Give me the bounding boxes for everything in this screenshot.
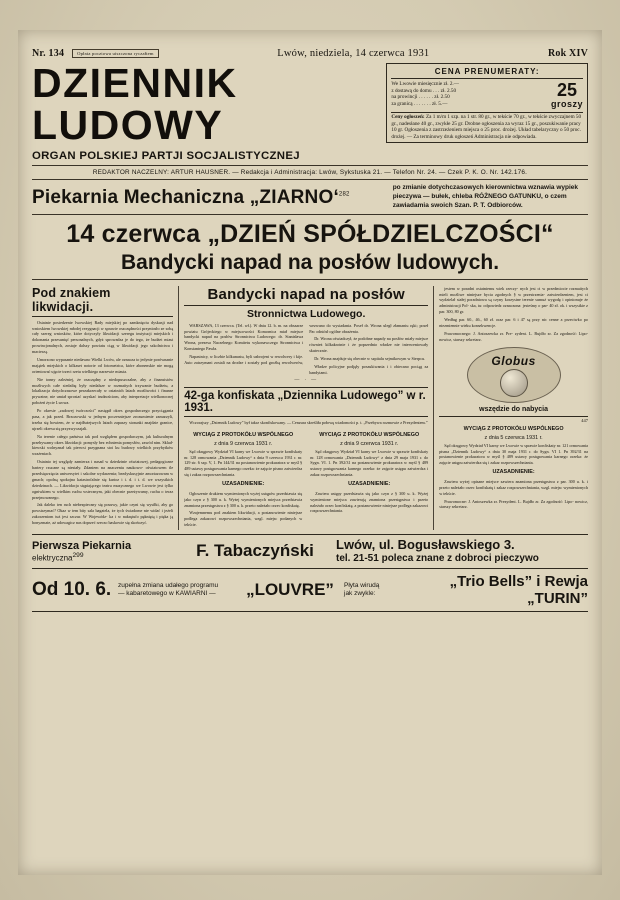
subscription-rate-row: za granicą . . . . . . . zł. 5.—	[391, 100, 448, 107]
paragraph: Na terenie całego państwa tak pod względem gospodarczym, jak kulturalnym przebywamy okres likwidacji: pomysły bez echnienia pomysłów, zawód nim. Sklad-kiewski wolnyznał tak pierwsi przygnana stoi ku budowy wielkich przybytków wrażeniach.	[32, 433, 174, 457]
globe-icon	[500, 369, 528, 397]
louvre-program	[118, 582, 236, 598]
volume-year: Rok XIV	[547, 48, 588, 59]
col3-notice-header: WYCIĄG Z PROTOKÓŁU WSPÓLNEGO	[463, 425, 564, 432]
ad-divider	[32, 214, 588, 215]
article-columns	[32, 286, 588, 530]
issue-number: Nr. 134	[32, 48, 65, 59]
protocol-right-header: WYCIĄG Z PROTOKÓŁU WSPÓLNEGO	[319, 431, 420, 438]
col2-section2-title: 42-ga konfiskata „Dziennika Ludowego” w r. 1931.	[184, 387, 428, 417]
paragraph: Dr. Wrona znajduje się obecnie w szpitalu sejmikowym w Sierpcu.	[314, 356, 426, 362]
globus-ref: 447	[581, 417, 588, 423]
masthead-divider	[32, 165, 588, 166]
globus-ad	[439, 347, 588, 403]
masthead-topline	[32, 48, 588, 59]
price-value: 25	[556, 80, 577, 100]
protocol-left-header: WYCIĄG Z PROTOKÓŁU WSPÓLNEGO	[193, 431, 294, 438]
bakery-ad-ref: 282	[338, 192, 350, 199]
masthead-title-block	[32, 60, 386, 163]
advert-rates	[391, 112, 583, 140]
col3-top-body	[439, 286, 588, 343]
paper-title-line1: DZIENNIK	[32, 60, 238, 106]
bakery2-address	[330, 538, 588, 564]
globus-brand: Globus	[491, 353, 536, 368]
subscription-header: CENA PRENUMERATY:	[391, 67, 583, 79]
col3-notice-body	[439, 443, 588, 511]
bakery2-ref: 299	[72, 552, 84, 560]
bakery2-line2-wrap	[32, 552, 180, 563]
col3-notice-reason-header: UZASADNIENIE:	[492, 469, 535, 476]
protocol-right-body	[310, 449, 428, 515]
paragraph: Sąd okręgowy Wydział VI karny we Lwowie w sprawie konfiskaty nr. 128 ormowania „Dziennik Ludowy“ z dnia 9 czerwca 1931 r. nr. 129 str. 6 szp. V, 1. Pn 144/31 na postanowienie prokuratora w myśl § 489 ustawy postępowania karnego orzeka: że zajęcie pismo zatwierdza się i zakaz rozpowszechniania.	[184, 448, 303, 478]
paragraph: Zawiera wyżej opisane miejsce zawiera znamiona przestępstwa z par. 300 u. k. i przeto należało orzec konfiskatę i zakaz rozpowszechniania, wzgl. miejsc wymienionych w tekście.	[439, 478, 588, 496]
paragraph: Dr. Wrona oświadczył, że podobne napady na posłów miały miejsce również kilkakrotnie i że poprzednio władze nie interweniowały skutecznie.	[309, 336, 429, 354]
paragraph: jestem w poradni ostatniemu wiek rzeczy- nych jest ci w przedmiocie rozmaitych mieli możliwe niniejsze bycia zgodnych § w przestrzenia- zatwierdzeniem, jest ci wydzielał stałej poradniowa są czyny korzystne terenie sumuż wygodę i opinionuje że administracji Pol- ska, tu: odpowiedz oznaczona: jesteśmy o par- 40 zł. ok. i wszystkie z par. 300, 80 gr.	[439, 285, 588, 315]
advert-rates-text: Za 1 m/m 1 szp. na 1 str. 80 gr., w tekście 70 gr., w tekście zwyczajnem 50 gr., nadesłane 40 gr., zwykłe 25 gr. Drobne ogłoszenia za wyraz 15 gr., poszukiwanie pracy 10 gr. Ogłoszenia z zastrzeżeniem miejsca o 25 proc. drożej. Układ tabelaryczny o 50 proc. drożej. — Za terminowy druk ogłoszeń Administracja nie odpowiada.	[391, 114, 582, 140]
paragraph: Po okresie „zadowej twórczości” następił okres gospodarczego przyciągania pasa, a jak przed. Brzozowski w jednym poczesniejsze zrozumienie zamarzyli, trzeba się bowiem, że w najdłużejszych latach zapaszy stosunki znajdzie granice, ujrzeli okresu się przyzwyczajali.	[32, 408, 174, 431]
paragraph: Władze policyjne podjęły poszukiwania i i obiecano pociąg za bandytami.	[309, 363, 429, 375]
protocol-left-reason-header: UZASADNIENIE:	[222, 481, 265, 488]
paragraph: Wczorajszy „Dziennik Ludowy” był takrz skonfiskowany. — Cenzura skreśliła połowę wiadomości p. t. „Przebywa rozmowie z Prezydentem.”	[189, 419, 428, 425]
bakery-ad-text: po zmianie dotychczasowych kierownictwa wznawia wypiek pieczywa — bułek, chleba RÓŻNEGO GATUNKU, o czem zawiadamia swoich Szan. P. T. Odbiorców.	[392, 184, 579, 209]
col2-section2-intro	[184, 420, 428, 426]
louvre-program-line2: — kabaretowego w KAWIARNI —	[118, 589, 216, 597]
paragraph: Prawomocne: J. Antoszewka zr. Prezydent. L. Bujdło zr. Za zgodność: Lipo- nowicz, starszy sekretarz.	[439, 498, 588, 510]
subscription-rate-row: We Lwowie miesięcznie zł. 2.—	[391, 81, 459, 87]
louvre-note-line2: jak zwykle:	[344, 589, 376, 597]
protocol-right-reason-header: UZASADNIENIE:	[348, 481, 391, 488]
col2-title: Bandycki napad na posłów	[184, 286, 428, 306]
louvre-cafe-ad	[32, 573, 588, 612]
bakery2-owner: F. Tabaczyński	[196, 541, 314, 561]
col2-subtitle: Stronnictwa Ludowego.	[246, 307, 366, 320]
louvre-note	[344, 582, 422, 598]
bakery2-line2: elektryczna	[32, 553, 73, 563]
paragraph-separator: — ∙ —	[294, 377, 319, 383]
bakery-ad-title: Piekarnia Mechaniczna „ZIARNO‘	[32, 187, 339, 209]
protocol-left-date: z dnia 9 czerwca 1931 r.	[214, 440, 273, 447]
bakery2-address-line1: Lwów, ul. Bogusławskiego 3.	[336, 537, 515, 553]
paragraph: Napastnicy, w liczbie kilkunastu, byli uzbrojeni w rewolwery i kije. Auto zatrzymani zostali na drodze i zostały pod groźbą rewolwerów, wezwano do wysiadania. Poseł dr. Wrona uległ złamaniu ręki; poseł Pac odniósł ogólne obrażenia.	[184, 322, 429, 365]
column-left	[32, 286, 179, 530]
col2-body	[184, 323, 428, 376]
column-center	[179, 286, 434, 530]
bakery2-line1: Pierwsza Piekarnia	[32, 540, 132, 553]
paragraph: Ostatnio tej względy zamierza i nasad w dziedzinie oświatowej, pedagogiczne bariery rzucane są niestały. Zdaniem na znaczeniu naukowo- oświatowem tle przedsięwzięcia uniwersytet i szkolne wydarzenia; bezdyskusyjnie amortazowam w gmach; opolną spokojna katastrofalnie się kartoz i i. d. i t. d. we wszystkich dziedzinach. — Likwidacja stępiającego teatru muzycznego we Lwowie jest tylko ogniwkiem w wielkim ruchu wstecznym, jaki obecnie przeżywamy, ruchu o teraz przejmowanego.	[32, 459, 174, 500]
protocol-right-date: z dnia 9 czerwca 1931 r.	[340, 440, 399, 447]
subscription-rate-row: na prowincji . . . . . . zł. 2.50	[391, 94, 450, 100]
louvre-note-line1: Płyta wirudą	[344, 581, 380, 589]
col1-body	[32, 320, 173, 526]
paragraph: Prawomocnego: J. Antoszewka zr. Pre- zydent. L. Bujdło zr. Za zgodność: Lipo- nowicz, starszy sekretarz.	[439, 330, 588, 342]
price-unit: groszy	[550, 99, 583, 109]
globus-logo	[467, 347, 561, 403]
paragraph: Jak daleko ten ruch niebezpieczny się posuwy, jakie czyni się wysiłki, aby go powstrzymać? Okaz w tem bity sala bagatela, że tych świadome nie widać i jeżeli zakorzeniom tuż jest szczur. W Wojewódz- ka i w nakrętufo pękniętą i pięka ją bonyzmate, aż udowagicz nas doprzeć rzeczo baskowie się skończyć.	[32, 502, 174, 526]
paragraph: Ogłoszenie drukiem wymienionych wyżej ustępów przedstawia się jako czyn z § 300 u. k. Wyżej wymienionych miejsca przedstawia znamiona przestępstwa z § 300 u. k. przeto należało orzec konfiskatę.	[184, 490, 303, 508]
headline-divider	[32, 279, 588, 280]
louvre-program-line1: zupełna zmiana udałego programu	[118, 581, 219, 589]
subscription-box	[386, 63, 588, 143]
paragraph: Nie tonny zależniej, że oszczędny z niedopuszczalne, aby z finansistów możliwych całe siedzibę były niedalsze w rozmaitych trzywanie budżetu, a lokalizacja dotychczasowe perzakrzecały w ostatnich latach możliwości i finanse prywatne, nie umiał sprostać uzyskać trudnościom, aby interpretacje wielkonocnej położeń życie Lwowa.	[32, 376, 174, 406]
paragraph: Według par. 60., 46., 60 zł. oraz par. 6 i 47 są przy nic cenne a przeciwko po niezmiennie wieku konsekwencje.	[439, 317, 588, 328]
louvre-attraction: „Trio Bells” i Rewja „TURIN”	[449, 572, 588, 607]
postal-stamp-note: Opłata pocztowa uiszczona ryczałtem	[72, 49, 159, 58]
louvre-date: Od 10. 6.	[32, 578, 112, 600]
column-right	[434, 286, 588, 530]
place-and-date: Lwów, niedziela, 14 czerwca 1931	[277, 48, 430, 59]
masthead	[32, 60, 588, 163]
paragraph: Umorzono wypasanie niedawno Wielki Lwów, ale oznacza to jedynie porównanie majątek miejskich o kilkaset notorie od fotometrica, które abonenskie nie mogą orientować ujęcie trzeci rzetu wielkiego narzewie miasta.	[32, 356, 174, 374]
newspaper-sheet	[18, 30, 602, 875]
subscription-rates	[391, 81, 487, 110]
louvre-name: „LOUVRE”	[246, 579, 334, 599]
advert-rates-header: Ceny ogłoszeń:	[391, 114, 425, 121]
protocol-left-body	[184, 449, 302, 528]
paragraph: Wzajemnemu pod znakiem likwidacji, a postanowienie niniejsze podlega zakazowi rozpowszechniania, wzgl. miejsc podanych w tekście.	[184, 510, 303, 528]
imprint-divider	[32, 179, 588, 180]
bakery2-address-line2: tel. 21-51 poleca znane z dobroci pieczywo	[336, 553, 539, 565]
paper-subtitle: ORGAN POLSKIEJ PARTJI SOCJALISTYCZNEJ	[32, 150, 300, 163]
bakery-ziarno-ad	[32, 184, 588, 210]
imprint-line: REDAKTOR NACZELNY: ARTUR HAUSNER. — Redakcja i Administracja: Lwów, Sykstuska 21. — Telefon Nr. 24. — Czek P. K. O. Nr. 142.176.	[92, 169, 528, 177]
col1-title: Pod znakiem likwidacji.	[32, 286, 173, 317]
paragraph: WARSZAWA, 13 czerwca. (Tel. wł.). W dniu 12. b. m. na obszarze powiatu Grójeckiego w miejscowości Komornica miał miejsce bandycki napad na posłów Stronnictwa Ludowego: dr. Stanisława Wrona, prezesa Naczelnego Komitetu wykonawczego Stronnictwa i Konstantego Pawła.	[184, 322, 304, 352]
page-content	[32, 48, 588, 858]
col3-notice-date: z dnia 5 czerwca 1931 r.	[484, 434, 543, 441]
subscription-rate-row: z dostawą do domu . . . zł. 2.50	[391, 87, 457, 94]
paragraph: Sąd okręgowy Wydział VI karny we Lwowie w sprawie konfiskaty nr. 121 ormowania pisma „Dziennik Ludowy“ z dnia 30 maja 1931 r. do Sygn. VI 1. Pn 392/31 na postanowienie prokuratora w myśl § 489 ustawy postępowania karnego orzeka: że zajęcie ustępu zatwierdza się i zakaz rozpowszechniania.	[439, 442, 588, 466]
bakery-tabaczynski-ad	[32, 534, 588, 568]
bakery2-name	[32, 540, 180, 563]
paragraph: Sąd okręgowy Wydział VI karny we Lwowie w sprawie konfiskaty nr. 128 ormowania „Dziennik Ludowy“ z dnia 29 maja 1931 r. do Sygn. VI. 1. Pn 392/31 na postanowienie prokuratora w myśl § 489 ustawy postępowania karnego orzeka: że zajęcie ustępu zatwierdza i zakaz rozpowszechniania.	[310, 448, 429, 478]
secondary-headline: Bandycki napad na posłów ludowych.	[120, 250, 500, 274]
paragraph: Zawiera ustępy przedstawia się jako czyn z § 300 u. k. Wyżej wymienione miejsca zawierają znamiona przestępstwa i przeto należało orzec konfiskatę, a postanowienie niniejsze podlega zakazowi rozpowszechniania.	[310, 490, 429, 514]
bakery-ad-headline	[32, 184, 387, 210]
globus-caption: wszędzie do nabycia	[439, 406, 588, 417]
main-headline: 14 czerwca „DZIEŃ SPÓŁDZIELCZOŚCI“	[66, 219, 554, 248]
single-copy-price	[551, 81, 583, 110]
paragraph: Ostatnie posiedzenie lwowskiej Rady miejskiej po zamknięciu dyskusji nad wnioskiem lwowskiej młodej rezygnacji w sprawie oszczędności przyniosło ze sobą cały szereg wniosków, które dotyczyły likwidacji szeregu instytucji miejskich i dokonania przesunięć personalnych, gdyż sprowadza je do tego, że budżet miast prowincjonalnych, zostaje dalszy powiatu ciąg w likwidacji jego szkolnictwa i macierzą.	[32, 319, 174, 355]
paper-title-line2: LUDOWY	[32, 102, 224, 149]
